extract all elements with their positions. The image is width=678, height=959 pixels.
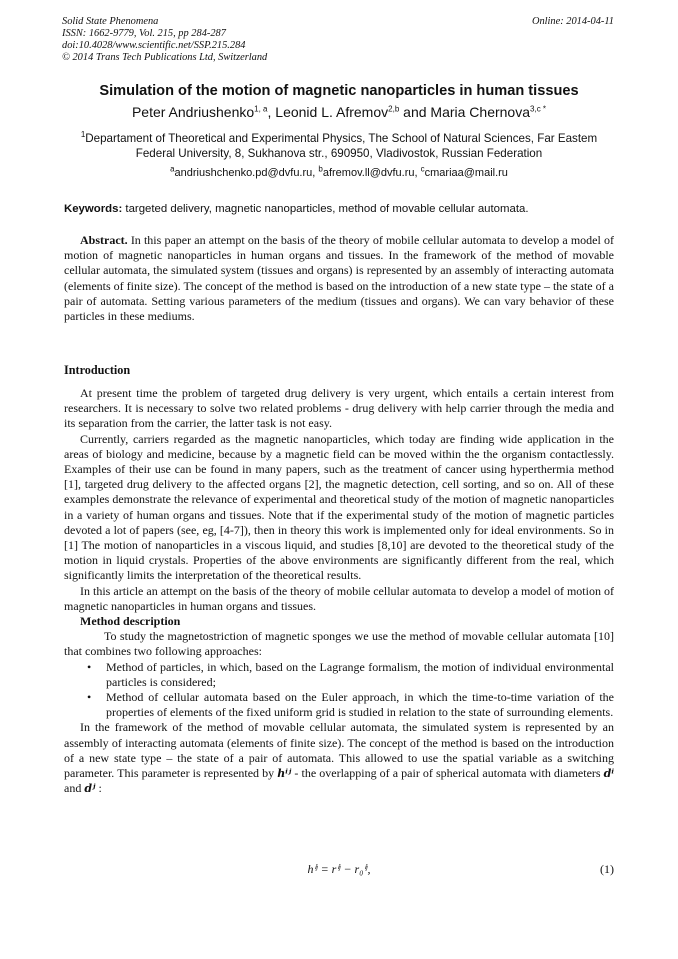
- author-list: [40, 104, 638, 120]
- equation-number: (1): [600, 862, 614, 876]
- method-p2-text-a: In the framework of the method of movable cellular automata, the simulated system is represented by an assembly of interacting automata (elements of finite size). The concept of the method is based on the introduction of a new state type – the state of a pair of automata. This allowed to use the spatial variable as a switching parameter. This parameter is represented by: [64, 720, 614, 781]
- author-3: and Maria Chernova: [399, 104, 531, 120]
- author-2-sup: 2,b: [388, 104, 400, 114]
- affiliation-sup: 1: [80, 130, 86, 140]
- email-c: cmariaa@mail.ru: [424, 167, 508, 179]
- paper-title: Simulation of the motion of magnetic nanoparticles in human tissues: [99, 83, 579, 99]
- method-bullet-2: • Method of cellular automata based on the Euler approach, in which the time-to-time variation of the properties of elements of the fixed uniform grid is studied in relation to the state of surrounding elements.: [106, 690, 614, 720]
- method-bullet-list: [64, 660, 614, 721]
- author-1: Peter Andriushenko: [131, 104, 255, 120]
- introduction-heading: Introduction: [64, 363, 131, 377]
- journal-name: Solid State Phenomena: [62, 16, 159, 27]
- intro-paragraph-3: In this article an attempt on the basis of the theory of mobile cellular automata to develop a model of motion of magnetic nanoparticles in human organs and tissues.: [64, 583, 614, 613]
- method-paragraph-2: [64, 720, 614, 796]
- issn-line: ISSN: 1662-9779, Vol. 215, pp 284-287: [62, 28, 226, 39]
- method-heading: Method description: [80, 614, 181, 629]
- keywords-text: targeted delivery, magnetic nanoparticles, method of movable cellular automata.: [122, 203, 529, 215]
- email-list: [40, 164, 638, 179]
- keywords-label: Keywords:: [64, 203, 123, 215]
- copyright-line: © 2014 Trans Tech Publications Ltd, Switzerland: [62, 52, 268, 63]
- method-paragraph-1: To study the magnetostriction of magnetic sponges we use the method of movable cellular automata [10] that combines two following approaches:: [64, 629, 614, 659]
- method-p2-and: and: [64, 781, 85, 796]
- keywords: [64, 203, 614, 215]
- affiliation: [60, 131, 618, 161]
- method-bullet-1: • Method of particles, in which, based on the Lagrange formalism, the motion of individual environmental particles is considered;: [106, 660, 614, 690]
- method-p2-text-b: - the overlapping of a pair of spherical automata with diameters: [291, 766, 604, 781]
- email-b-sup: b: [318, 164, 323, 174]
- author-1-sup: 1, a: [254, 104, 268, 114]
- email-a: andriushchenko.pd@dvfu.ru,: [174, 167, 319, 179]
- abstract-text: In this paper an attempt on the basis of the theory of mobile cellular automata to develop a model of motion of magnetic nanoparticles in human organs and tissues. In the framework of the method of movable cellular automata, the simulated system (tissues and organs) is represented by an assembly of interacting automata (elements of finite size). The concept of the method is based on the introduction of a new state type – the state of a pair of automata. Setting various parameters of the medium (tissues and organs). We can vary behavior of these particles in these mediums.: [64, 233, 614, 324]
- online-date: Online: 2014-04-11: [531, 16, 614, 27]
- affiliation-text: Departament of Theoretical and Experimental Physics, The School of Natural Sciences, Far Eastem Federal University, 8, Sukhanova str., 690950, Vladivostok, Russian Federation: [85, 132, 598, 160]
- equation-body: hⁱʲ = rⁱʲ − r₀ⁱʲ,: [307, 862, 371, 876]
- author-3-sup: 3,c *: [530, 104, 547, 114]
- author-2: , Leonid L. Afremov: [267, 104, 389, 120]
- email-b: afremov.ll@dvfu.ru,: [322, 167, 421, 179]
- email-a-sup: a: [170, 164, 175, 174]
- d-j-variable: dʲ: [84, 782, 96, 796]
- intro-paragraph-2: Currently, carriers regarded as the magnetic nanoparticles, which today are finding wide application in the areas of biology and medicine, because by a magnetic field can be moved within the the organism contactlessly. Examples of their use can be found in many papers, such as the treatment of cancer using hyperthermia method [1], targeted drug delivery to the affected organs [2], the magnetic detection, cell sorting, and so on. All of these examples demonstrate the relevance of experimental and theoretical study of the motion of magnetic nanoparticles in a variety of human organs and tissues. Note that if the experimental study of the motion of magnetic particles devoted a lot of papers (see, eg, [4-7]), then in theory this work is implemented only for ideal environments. So in [1] The motion of nanoparticles in a viscous liquid, and studies [8,10] are devoted to the theoretical study of the motion in liquid crystals. Properties of the above environments are significantly different from the real, which significantly limits the interpretation of the theoretical results.: [64, 431, 614, 583]
- abstract: [64, 233, 614, 324]
- email-c-sup: c: [420, 164, 425, 174]
- d-i-variable: dⁱ: [603, 767, 614, 781]
- journal-header: [62, 16, 267, 64]
- intro-paragraph-1: At present time the problem of targeted drug delivery is very urgent, which entails a certain interest from researchers. It is necessary to solve two related problems - drug delivery with help carrier through the media and its separation from the carrier, the latter task is not easy.: [64, 386, 614, 431]
- method-p2-text-c: :: [95, 781, 102, 796]
- h-variable: hⁱʲ: [277, 767, 292, 781]
- doi-line: doi:10.4028/www.scientific.net/SSP.215.284: [62, 40, 246, 51]
- introduction-body: [64, 386, 614, 796]
- abstract-label: Abstract.: [80, 233, 128, 247]
